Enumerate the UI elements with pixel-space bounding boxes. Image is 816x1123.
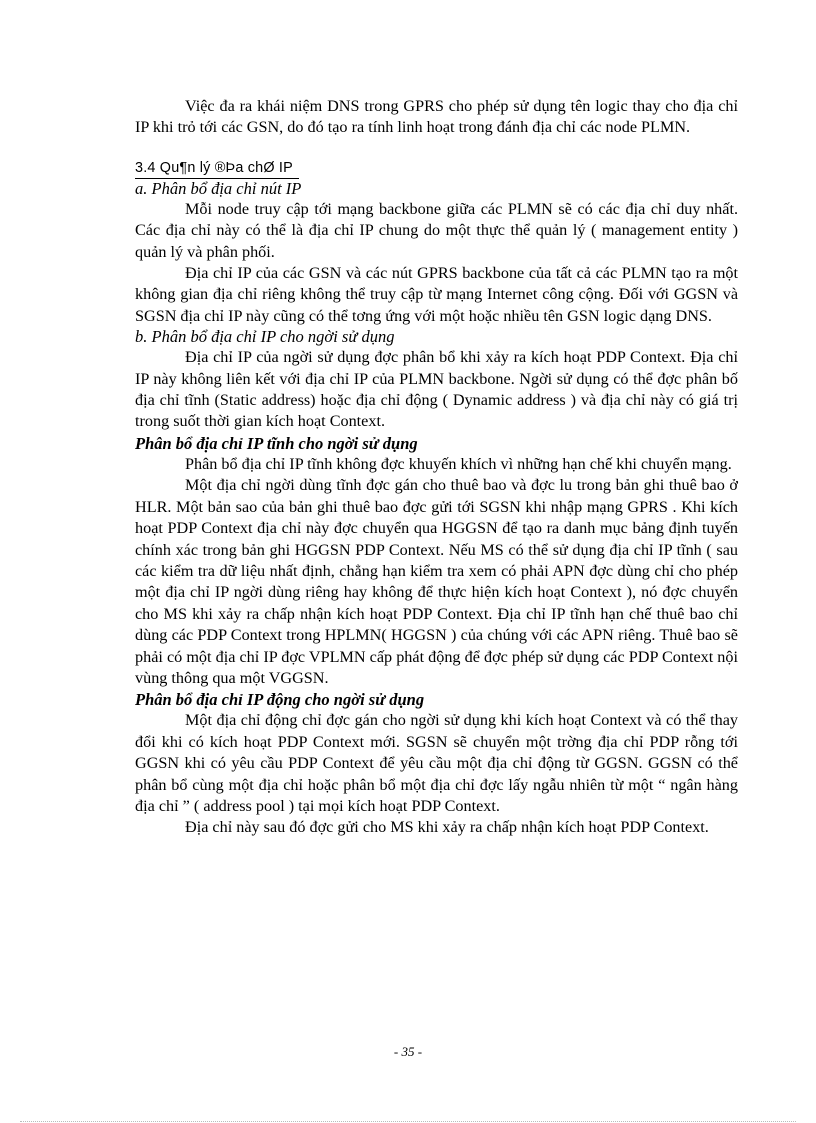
page-content [135,96,738,839]
paragraph-dynamic-2: Địa chỉ này sau đó đợc gửi cho MS khi xảy ra chấp nhận kích hoạt PDP Context. [185,818,709,837]
section-heading-3-4: 3.4 Qu¶n lý ®Þa chØ IP [135,158,299,179]
paragraph-node-address-2: Địa chỉ IP của các GSN và các nút GPRS backbone của tất cả các PLMN tạo ra một không gian địa chỉ riêng không thể truy cập từ mạng Internet công cộng. Đối với GGSN và SGSN địa chỉ IP này cũng có thể tơng ứng với một hoặc nhiều tên GSN logic dạng DNS. [135,264,738,325]
heading-dynamic-address: Phân bổ địa chỉ IP động cho ngời sử dụng [135,690,425,710]
paragraph-user-address: Địa chỉ IP của ngời sử dụng đợc phân bổ khi xảy ra kích hoạt PDP Context. Địa chỉ IP này không liên kết với địa chỉ IP của PLMN backbone. Ngời sử dụng có thể đợc phân bố địa chỉ tĩnh (Static address) hoặc địa chỉ động ( Dynamic address ) và địa chỉ này có giá trị trong suốt thời gian kích hoạt Context. [135,348,738,431]
subheading-node-address: a. Phân bổ địa chỉ nút IP [135,178,302,198]
paragraph-static-1: Phân bổ địa chỉ IP tĩnh không đợc khuyến khích vì những hạn chế khi chuyển mạng. [185,454,732,473]
subheading-user-address: b. Phân bổ địa chỉ IP cho ngời sử dụng [135,327,395,347]
paragraph-dynamic-1: Một địa chỉ động chỉ đợc gán cho ngời sử dụng khi kích hoạt Context và có thể thay đổi khi có kích hoạt PDP Context mới. SGSN sẽ chuyển một trờng địa chỉ PDP rỗng tới GGSN khi có yêu cầu PDP Context để yêu cầu một địa chỉ động từ GGSN. GGSN có thể phân bổ cùng một địa chỉ hoặc phân bổ một địa chỉ đợc lấy ngẫu nhiên từ một “ ngân hàng địa chỉ ” ( address pool ) tại mọi kích hoạt PDP Context. [135,711,738,815]
paragraph-static-2: Một địa chỉ ngời dùng tĩnh đợc gán cho thuê bao và đợc lu trong bản ghi thuê bao ở HLR. Một bản sao của bản ghi thuê bao đợc gửi tới SGSN khi nhập mạng GPRS . Khi kích hoạt PDP Context địa chỉ này đợc chuyển qua HGGSN để tạo ra danh mục bảng định tuyến chính xác trong bản ghi HGGSN PDP Context. Nếu MS có thể sử dụng địa chỉ IP tĩnh ( sau các kiểm tra dữ liệu nhất định, chẳng hạn kiểm tra xem có phải APN đợc dùng chỉ cho phép một địa chỉ IP ngời dùng riêng hay không để thực hiện kích hoạt Context ), nó đợc chuyển cho MS khi xảy ra chấp nhận kích hoạt PDP Context. Địa chỉ IP tĩnh hạn chế thuê bao chỉ dùng các PDP Context trong HPLMN( HGGSN ) của chúng với các APN riêng. Thuê bao sẽ phải có một địa chỉ IP đợc VPLMN cấp phát động để đợc phép sử dụng các PDP Context nội vùng thông qua một VGGSN. [135,476,738,687]
paragraph-dns-intro: Việc đa ra khái niệm DNS trong GPRS cho phép sử dụng tên logic thay cho địa chỉ IP khi trỏ tới các GSN, do đó tạo ra tính linh hoạt trong đánh địa chỉ các node PLMN. [135,97,738,137]
heading-static-address: Phân bổ địa chỉ IP tĩnh cho ngời sử dụng [135,433,418,453]
page-number: - 35 - [393,1044,423,1059]
page-bottom-divider [20,1121,796,1122]
paragraph-node-address-1: Mỗi node truy cập tới mạng backbone giữa các PLMN sẽ có các địa chỉ duy nhất. Các địa chỉ này có thể là địa chỉ IP chung do một thực thể quản lý ( management entity ) quản lý và phân phối. [135,199,738,261]
